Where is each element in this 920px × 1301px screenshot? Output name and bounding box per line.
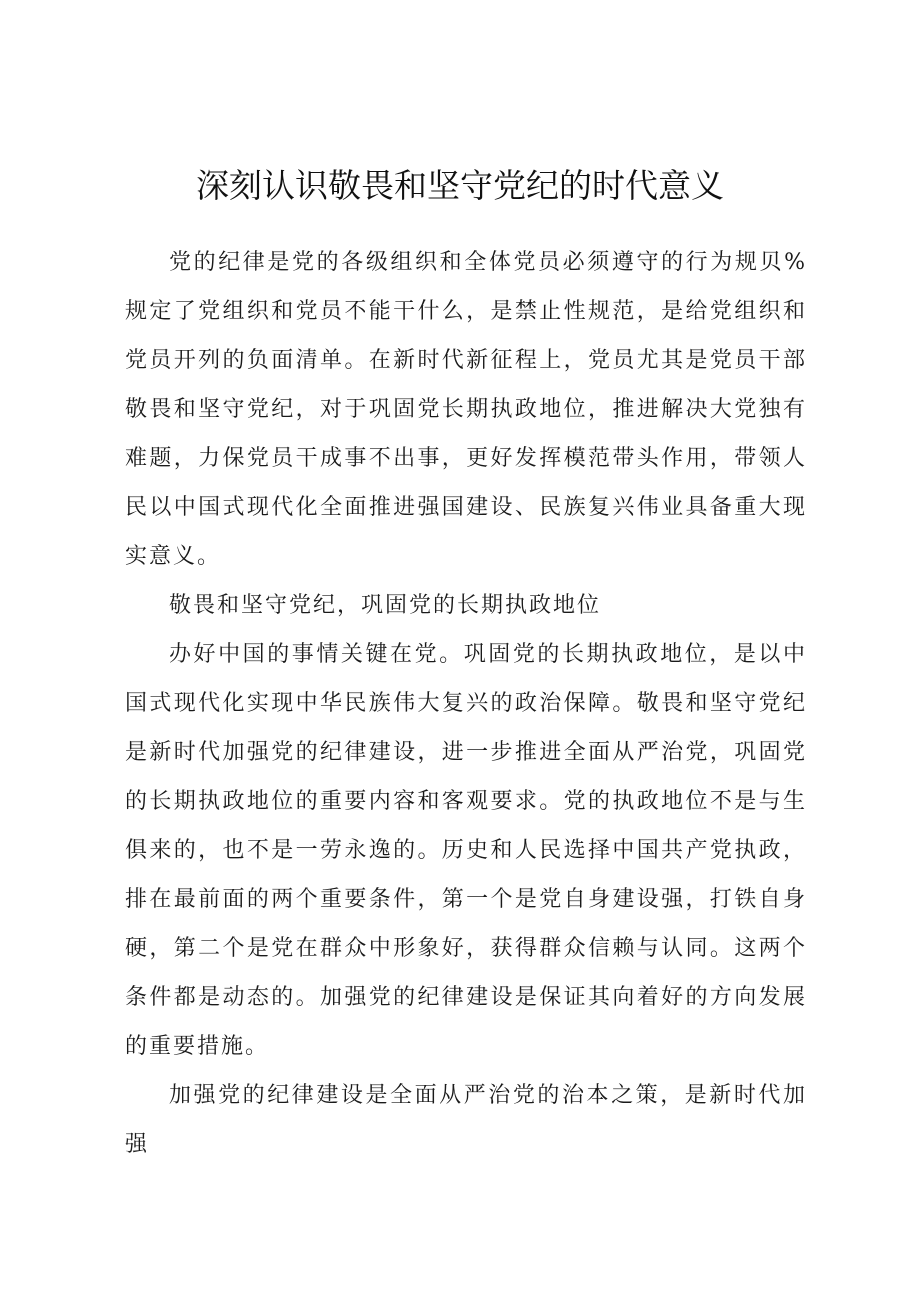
paragraph-intro: 党的纪律是党的各级组织和全体党员必须遵守的行为规贝%规定了党组织和党员不能干什么，是禁止性规范，是给党组织和党员开列的负面清单。在新时代新征程上，党员尤其是党员干部敬畏和坚守党纪，对于巩固党长期执政地位，推进解决大党独有难题，力保党员干成事不出事，更好发挥模范带头作用，带领人民以中国式现代化全面推进强国建设、民族复兴伟业具备重大现实意义。	[125, 250, 807, 569]
section-heading: 敬畏和坚守党纪，巩固党的长期执政地位	[169, 593, 602, 618]
paragraph-continued: 加强党的纪律建设是全面从严治党的治本之策，是新时代加强	[125, 1083, 807, 1157]
document-body	[125, 238, 807, 1169]
document-title: 深刻认识敬畏和坚守党纪的时代意义	[196, 166, 724, 205]
paragraph-body: 办好中国的事情关键在党。巩固党的长期执政地位，是以中国式现代化实现中华民族伟大复兴的政治保障。敬畏和坚守党纪是新时代加强党的纪律建设，进一步推进全面从严治党，巩固党的长期执政地位的重要内容和客观要求。党的执政地位不是与生俱来的，也不是一劳永逸的。历史和人民选择中国共产党执政，排在最前面的两个重要条件，第一个是党自身建设强，打铁自身硬，第二个是党在群众中形象好，获得群众信赖与认同。这两个条件都是动态的。加强党的纪律建设是保证其向着好的方向发展的重要措施。	[125, 642, 807, 1059]
